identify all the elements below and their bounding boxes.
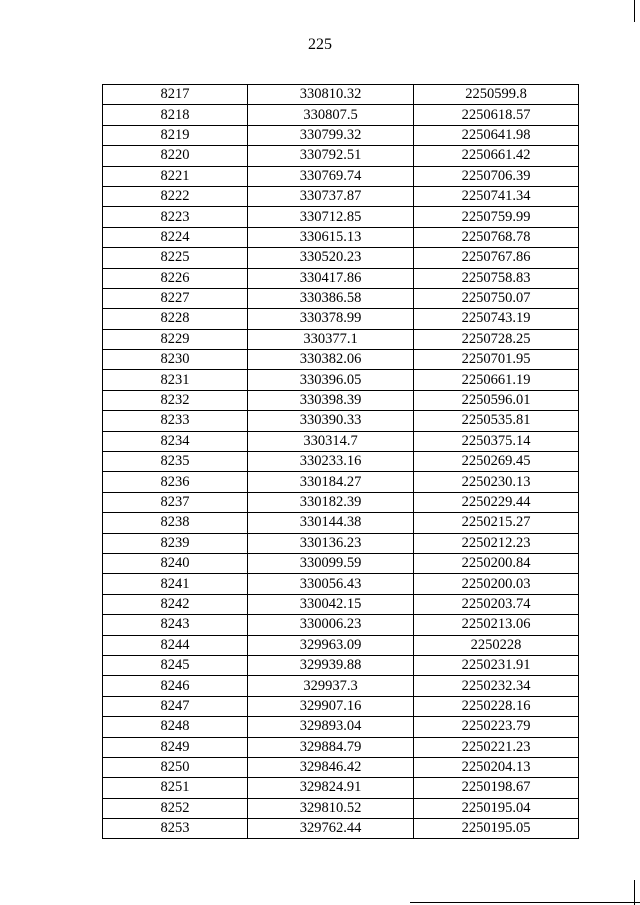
x-coordinate-cell: 330377.1 — [248, 329, 414, 349]
x-coordinate-cell: 330378.99 — [248, 309, 414, 329]
point-number-cell: 8234 — [103, 431, 248, 451]
y-coordinate-cell: 2250203.74 — [414, 594, 579, 614]
y-coordinate-cell: 2250228 — [414, 635, 579, 655]
point-number-cell: 8218 — [103, 105, 248, 125]
point-number-cell: 8220 — [103, 146, 248, 166]
point-number-cell: 8219 — [103, 125, 248, 145]
x-coordinate-cell: 330233.16 — [248, 452, 414, 472]
x-coordinate-cell: 330184.27 — [248, 472, 414, 492]
point-number-cell: 8236 — [103, 472, 248, 492]
y-coordinate-cell: 2250223.79 — [414, 717, 579, 737]
y-coordinate-cell: 2250215.27 — [414, 513, 579, 533]
point-number-cell: 8225 — [103, 248, 248, 268]
x-coordinate-cell: 329893.04 — [248, 717, 414, 737]
x-coordinate-cell: 330737.87 — [248, 186, 414, 206]
point-number-cell: 8221 — [103, 166, 248, 186]
x-coordinate-cell: 330807.5 — [248, 105, 414, 125]
y-coordinate-cell: 2250599.8 — [414, 85, 579, 105]
table-row — [103, 737, 579, 757]
point-number-cell: 8247 — [103, 696, 248, 716]
table-row — [103, 594, 579, 614]
y-coordinate-cell: 2250213.06 — [414, 615, 579, 635]
y-coordinate-cell: 2250200.03 — [414, 574, 579, 594]
x-coordinate-cell: 330769.74 — [248, 166, 414, 186]
y-coordinate-cell: 2250743.19 — [414, 309, 579, 329]
x-coordinate-cell: 330006.23 — [248, 615, 414, 635]
point-number-cell: 8226 — [103, 268, 248, 288]
point-number-cell: 8249 — [103, 737, 248, 757]
y-coordinate-cell: 2250228.16 — [414, 696, 579, 716]
point-number-cell: 8228 — [103, 309, 248, 329]
y-coordinate-cell: 2250661.42 — [414, 146, 579, 166]
y-coordinate-cell: 2250198.67 — [414, 778, 579, 798]
coordinates-table — [102, 84, 579, 839]
table-row — [103, 125, 579, 145]
x-coordinate-cell: 330314.7 — [248, 431, 414, 451]
y-coordinate-cell: 2250230.13 — [414, 472, 579, 492]
table-row — [103, 186, 579, 206]
x-coordinate-cell: 330056.43 — [248, 574, 414, 594]
point-number-cell: 8227 — [103, 288, 248, 308]
coordinates-table-body — [103, 85, 579, 839]
table-row — [103, 452, 579, 472]
table-row — [103, 85, 579, 105]
y-coordinate-cell: 2250706.39 — [414, 166, 579, 186]
y-coordinate-cell: 2250195.05 — [414, 819, 579, 839]
point-number-cell: 8243 — [103, 615, 248, 635]
x-coordinate-cell: 330144.38 — [248, 513, 414, 533]
table-row — [103, 309, 579, 329]
point-number-cell: 8251 — [103, 778, 248, 798]
point-number-cell: 8230 — [103, 350, 248, 370]
y-coordinate-cell: 2250759.99 — [414, 207, 579, 227]
table-row — [103, 533, 579, 553]
point-number-cell: 8252 — [103, 798, 248, 818]
table-row — [103, 207, 579, 227]
x-coordinate-cell: 329937.3 — [248, 676, 414, 696]
table-row — [103, 350, 579, 370]
x-coordinate-cell: 330382.06 — [248, 350, 414, 370]
point-number-cell: 8229 — [103, 329, 248, 349]
point-number-cell: 8224 — [103, 227, 248, 247]
x-coordinate-cell: 330810.32 — [248, 85, 414, 105]
y-coordinate-cell: 2250195.04 — [414, 798, 579, 818]
point-number-cell: 8238 — [103, 513, 248, 533]
x-coordinate-cell: 330042.15 — [248, 594, 414, 614]
point-number-cell: 8217 — [103, 85, 248, 105]
table-row — [103, 329, 579, 349]
x-coordinate-cell: 330417.86 — [248, 268, 414, 288]
x-coordinate-cell: 330136.23 — [248, 533, 414, 553]
table-row — [103, 370, 579, 390]
table-row — [103, 717, 579, 737]
y-coordinate-cell: 2250728.25 — [414, 329, 579, 349]
table-row — [103, 472, 579, 492]
y-coordinate-cell: 2250741.34 — [414, 186, 579, 206]
x-coordinate-cell: 329810.52 — [248, 798, 414, 818]
x-coordinate-cell: 329824.91 — [248, 778, 414, 798]
y-coordinate-cell: 2250229.44 — [414, 492, 579, 512]
point-number-cell: 8223 — [103, 207, 248, 227]
y-coordinate-cell: 2250641.98 — [414, 125, 579, 145]
x-coordinate-cell: 330390.33 — [248, 411, 414, 431]
y-coordinate-cell: 2250231.91 — [414, 655, 579, 675]
table-row — [103, 696, 579, 716]
point-number-cell: 8222 — [103, 186, 248, 206]
table-row — [103, 146, 579, 166]
table-row — [103, 574, 579, 594]
point-number-cell: 8250 — [103, 757, 248, 777]
x-coordinate-cell: 329884.79 — [248, 737, 414, 757]
table-row — [103, 268, 579, 288]
x-coordinate-cell: 329762.44 — [248, 819, 414, 839]
y-coordinate-cell: 2250767.86 — [414, 248, 579, 268]
table-row — [103, 248, 579, 268]
x-coordinate-cell: 330099.59 — [248, 553, 414, 573]
x-coordinate-cell: 330792.51 — [248, 146, 414, 166]
table-row — [103, 431, 579, 451]
y-coordinate-cell: 2250701.95 — [414, 350, 579, 370]
point-number-cell: 8246 — [103, 676, 248, 696]
page-number: 225 — [308, 36, 332, 53]
x-coordinate-cell: 329963.09 — [248, 635, 414, 655]
x-coordinate-cell: 330182.39 — [248, 492, 414, 512]
table-row — [103, 635, 579, 655]
x-coordinate-cell: 329939.88 — [248, 655, 414, 675]
point-number-cell: 8233 — [103, 411, 248, 431]
y-coordinate-cell: 2250212.23 — [414, 533, 579, 553]
scan-edge-bottom — [410, 902, 640, 903]
point-number-cell: 8242 — [103, 594, 248, 614]
table-row — [103, 757, 579, 777]
point-number-cell: 8245 — [103, 655, 248, 675]
table-row — [103, 553, 579, 573]
x-coordinate-cell: 330799.32 — [248, 125, 414, 145]
point-number-cell: 8244 — [103, 635, 248, 655]
table-row — [103, 166, 579, 186]
point-number-cell: 8248 — [103, 717, 248, 737]
x-coordinate-cell: 329846.42 — [248, 757, 414, 777]
y-coordinate-cell: 2250596.01 — [414, 390, 579, 410]
scan-edge-top-right — [634, 0, 635, 22]
point-number-cell: 8253 — [103, 819, 248, 839]
y-coordinate-cell: 2250758.83 — [414, 268, 579, 288]
table-row — [103, 798, 579, 818]
y-coordinate-cell: 2250750.07 — [414, 288, 579, 308]
table-row — [103, 778, 579, 798]
table-row — [103, 615, 579, 635]
point-number-cell: 8241 — [103, 574, 248, 594]
y-coordinate-cell: 2250661.19 — [414, 370, 579, 390]
point-number-cell: 8240 — [103, 553, 248, 573]
x-coordinate-cell: 330386.58 — [248, 288, 414, 308]
point-number-cell: 8239 — [103, 533, 248, 553]
y-coordinate-cell: 2250221.23 — [414, 737, 579, 757]
table-row — [103, 105, 579, 125]
table-row — [103, 227, 579, 247]
point-number-cell: 8237 — [103, 492, 248, 512]
table-row — [103, 655, 579, 675]
y-coordinate-cell: 2250535.81 — [414, 411, 579, 431]
x-coordinate-cell: 330396.05 — [248, 370, 414, 390]
x-coordinate-cell: 330615.13 — [248, 227, 414, 247]
table-row — [103, 411, 579, 431]
point-number-cell: 8232 — [103, 390, 248, 410]
x-coordinate-cell: 330398.39 — [248, 390, 414, 410]
table-row — [103, 390, 579, 410]
table-row — [103, 513, 579, 533]
x-coordinate-cell: 330520.23 — [248, 248, 414, 268]
y-coordinate-cell: 2250232.34 — [414, 676, 579, 696]
point-number-cell: 8235 — [103, 452, 248, 472]
point-number-cell: 8231 — [103, 370, 248, 390]
y-coordinate-cell: 2250375.14 — [414, 431, 579, 451]
table-row — [103, 288, 579, 308]
y-coordinate-cell: 2250200.84 — [414, 553, 579, 573]
y-coordinate-cell: 2250269.45 — [414, 452, 579, 472]
x-coordinate-cell: 330712.85 — [248, 207, 414, 227]
table-row — [103, 492, 579, 512]
x-coordinate-cell: 329907.16 — [248, 696, 414, 716]
y-coordinate-cell: 2250204.13 — [414, 757, 579, 777]
y-coordinate-cell: 2250768.78 — [414, 227, 579, 247]
y-coordinate-cell: 2250618.57 — [414, 105, 579, 125]
table-row — [103, 819, 579, 839]
table-row — [103, 676, 579, 696]
